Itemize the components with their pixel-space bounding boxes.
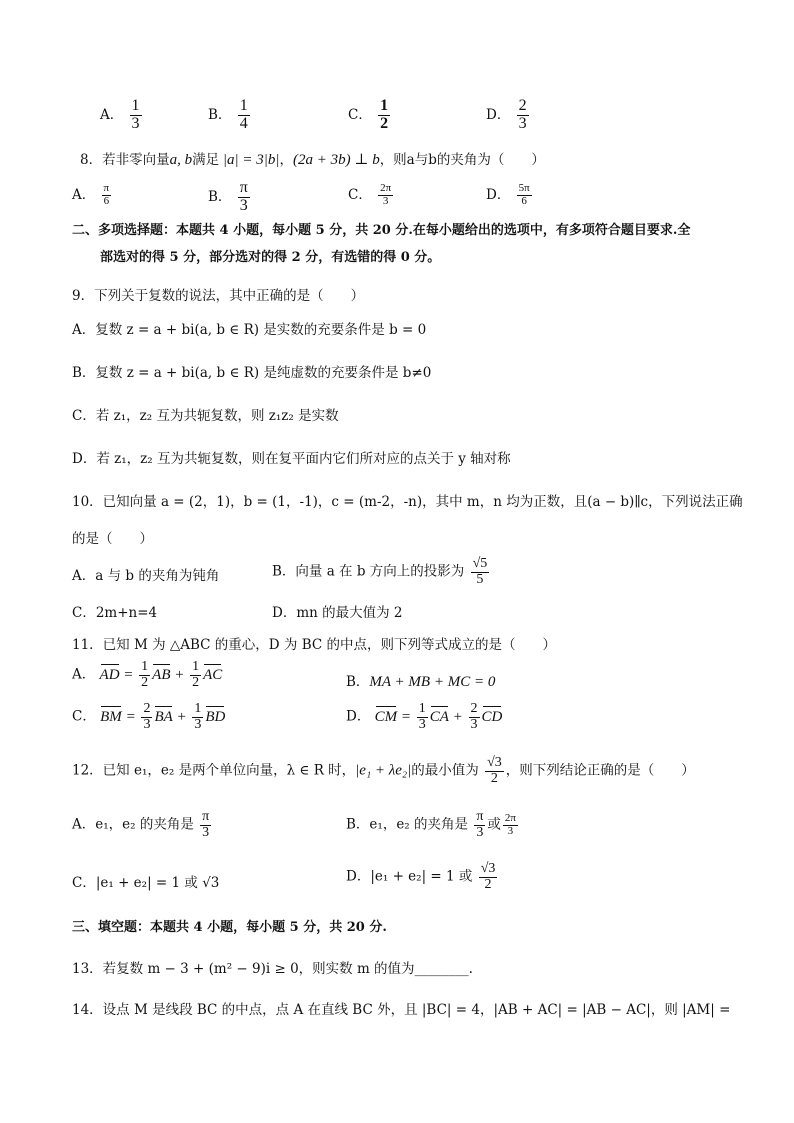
q12-option-c: C．|e₁ + e₂| = 1 或 √3 bbox=[72, 875, 220, 891]
q12-option-d: D．|e₁ + e₂| = 1 或 $\frac{√3}{2}$ bbox=[346, 861, 496, 892]
q14-question: 14．设点 M 是线段 BC 的中点，点 A 在直线 BC 外，且 |BC| = 4，|AB + AC| = |AB − AC|，则 |AM| = bbox=[72, 1002, 731, 1018]
q9-option-c: C．若 z₁，z₂ 互为共轭复数，则 z₁z₂ 是实数 bbox=[72, 408, 339, 424]
section3-heading: 三、填空题：本题共 4 小题，每小题 5 分，共 20 分. bbox=[72, 920, 387, 935]
q10-option-a: A．a 与 b 的夹角为钝角 bbox=[72, 568, 220, 584]
q7-option-a: A． $\frac{1}{3}$ bbox=[100, 97, 140, 132]
q12-option-a: A．e₁，e₂ 的夹角是 $\frac{\pi}{3}$ bbox=[72, 809, 210, 840]
q12-stem: 12．已知 e₁，e₂ 是两个单位向量，λ ∈ R 时，|e₁ + λe₂|的最小值为 $\frac{√3}{2}$ ，则下列结论正确的是（ ） bbox=[72, 755, 695, 786]
q12-option-b: B．e₁，e₂ 的夹角是 $\frac{\pi}{3}$ 或 $\frac{2\pi}{3}$ bbox=[346, 809, 516, 840]
q10-stem-cont: 的是（ ） bbox=[72, 531, 153, 547]
q10-option-c: C．2m+n=4 bbox=[72, 605, 158, 621]
q13-answer-blank[interactable]: ________. bbox=[414, 961, 473, 977]
q11-stem: 11．已知 M 为 △ABC 的重心，D 为 BC 的中点，则下列等式成立的是（ ） bbox=[72, 637, 556, 653]
q8-option-c: C． $\frac{2\pi}{3}$ bbox=[348, 182, 392, 207]
q9-option-b: B．复数 z = a + bi(a, b ∈ R) 是纯虚数的充要条件是 b≠0 bbox=[72, 365, 432, 381]
q7-option-d: D． $\frac{2}{3}$ bbox=[486, 97, 527, 132]
q7-option-c: C． $\frac{1}{2}$ bbox=[348, 97, 389, 132]
q9-option-d: D．若 z₁，z₂ 互为共轭复数，则在复平面内它们所对应的点关于 y 轴对称 bbox=[72, 451, 511, 467]
q11-option-a: A． AD = $\frac{1}{2}$ AB + $\frac{1}{2}$ AC bbox=[72, 659, 223, 690]
q8-option-a: A． $\frac{\pi}{6}$ bbox=[72, 182, 110, 207]
q8-option-b: B． $\frac{\pi}{3}$ bbox=[208, 179, 248, 214]
q11-option-b: B．MA + MB + MC = 0 bbox=[346, 674, 496, 690]
q13-question: 13．若复数 m − 3 + (m² − 9)i ≥ 0，则实数 m 的值为________. bbox=[72, 961, 473, 977]
q11-option-c: C． BM = $\frac{2}{3}$ BA + $\frac{1}{3}$ BD bbox=[72, 701, 226, 732]
q9-option-a: A．复数 z = a + bi(a, b ∈ R) 是实数的充要条件是 b = 0 bbox=[72, 322, 427, 338]
q8-stem: 8．若非零向量a, b满足 |a| = 3|b|，(2a + 3b) ⊥ b，则a与b的夹角为（ ） bbox=[80, 152, 545, 168]
q11-option-d: D． CM = $\frac{1}{3}$ CA + $\frac{2}{3}$ CD bbox=[346, 701, 503, 732]
q9-stem: 9．下列关于复数的说法，其中正确的是（ ） bbox=[72, 288, 365, 304]
q7-option-b: B． $\frac{1}{4}$ bbox=[208, 97, 248, 132]
q8-option-d: D． $\frac{5\pi}{6}$ bbox=[486, 182, 530, 207]
q10-stem: 10．已知向量 a = (2，1)，b = (1，-1)，c = (m-2，-n)，其中 m，n 均为正数，且(a − b)∥c，下列说法正确 bbox=[72, 494, 743, 510]
section2-heading-line2: 部选对的得 5 分，部分选对的得 2 分，有选错的得 0 分。 bbox=[100, 250, 441, 265]
section2-heading-line1: 二、多项选择题：本题共 4 小题，每小题 5 分，共 20 分.在每小题给出的选项中，有多项符合题目要求.全 bbox=[72, 223, 691, 238]
q10-option-d: D．mn 的最大值为 2 bbox=[272, 605, 403, 621]
q10-option-b: B．向量 a 在 b 方向上的投影为 $\frac{√5}{5}$ bbox=[272, 556, 488, 587]
